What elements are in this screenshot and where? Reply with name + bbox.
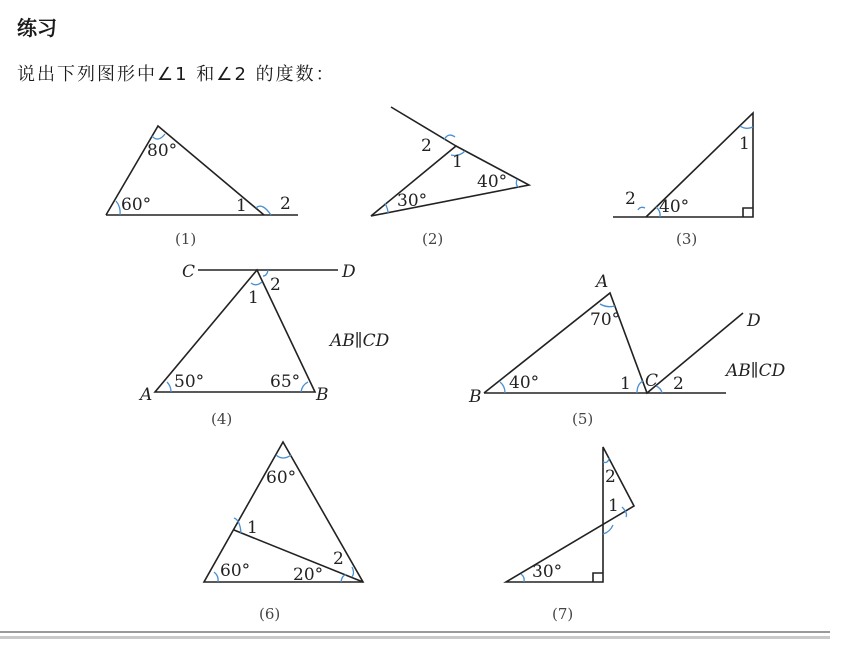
figure-1 — [106, 126, 298, 248]
fig5-label-b: 40° — [509, 373, 540, 393]
fig3-arc-2 — [638, 207, 645, 210]
fig6-arc-left — [214, 572, 218, 582]
fig5-point-b: B — [469, 387, 482, 407]
fig1-label-1: 1 — [236, 196, 247, 216]
fig1-label-top: 80° — [147, 141, 178, 161]
fig2-caption: (2) — [422, 230, 444, 248]
fig4-point-c: C — [182, 262, 196, 282]
fig4-arc-2 — [263, 270, 268, 276]
exercise-prompt: 说出下列图形中∠1 和∠2 的度数： — [17, 64, 336, 85]
fig5-arc-b — [500, 382, 505, 393]
fig7-right-angle — [593, 573, 603, 582]
fig6-arc-bottom — [341, 575, 346, 582]
fig7-arc-1 — [603, 525, 613, 534]
fig6-caption: (6) — [259, 605, 281, 623]
fig7-arc-30 — [521, 574, 524, 582]
fig2-label-2: 2 — [421, 136, 432, 156]
fig1-label-left: 60° — [121, 195, 152, 215]
fig7-arc-2 — [603, 458, 609, 463]
fig2-label-left: 30° — [397, 191, 428, 211]
figure-2 — [371, 107, 529, 248]
fig6-label-top: 60° — [266, 468, 297, 488]
fig1-arc-top — [152, 134, 165, 139]
fig6-label-bottom: 20° — [293, 565, 324, 585]
fig5-arc-a — [600, 304, 615, 307]
fig3-label-2: 2 — [625, 189, 636, 209]
fig4-label-1: 1 — [248, 288, 259, 308]
fig6-arc-2 — [352, 567, 354, 577]
fig4-caption: (4) — [211, 410, 233, 428]
fig5-label-a: 70° — [590, 310, 621, 330]
fig4-arc-a — [167, 382, 171, 392]
fig6-label-1: 1 — [247, 518, 258, 538]
fig4-label-2: 2 — [270, 275, 281, 295]
figure-7 — [506, 447, 634, 623]
fig5-point-d: D — [747, 311, 761, 331]
figure-5 — [468, 272, 786, 428]
figure-3 — [613, 113, 753, 248]
fig4-parallel-note: AB∥CD — [330, 331, 390, 351]
fig2-label-1: 1 — [452, 152, 463, 172]
page-divider — [0, 631, 830, 633]
fig5-point-c: C — [645, 371, 659, 391]
fig4-label-a: 50° — [174, 372, 205, 392]
figure-4 — [138, 262, 390, 428]
fig3-caption: (3) — [676, 230, 698, 248]
fig4-arc-b — [301, 382, 308, 392]
fig4-arc-1 — [251, 282, 262, 285]
page-divider-shadow — [0, 636, 830, 639]
fig6-arc-top — [276, 455, 291, 458]
fig7-caption: (7) — [552, 605, 574, 623]
figure-6 — [204, 442, 363, 623]
fig7-label-angle: 30° — [532, 562, 563, 582]
fig5-label-2: 2 — [673, 374, 684, 394]
fig7-label-2: 2 — [605, 467, 616, 487]
fig3-right-angle — [743, 208, 753, 217]
fig5-label-1: 1 — [620, 374, 631, 394]
fig4-point-a: A — [140, 385, 153, 405]
fig1-label-2: 2 — [280, 194, 291, 214]
fig5-arc-1 — [637, 381, 643, 393]
fig6-label-left: 60° — [220, 561, 251, 581]
fig1-caption: (1) — [175, 230, 197, 248]
fig4-point-b: B — [316, 385, 329, 405]
fig2-arc-left — [385, 203, 388, 213]
fig2-label-right: 40° — [477, 172, 508, 192]
fig5-point-a: A — [596, 272, 609, 292]
fig3-arc-1 — [740, 126, 753, 128]
fig6-label-2: 2 — [333, 549, 344, 569]
fig5-caption: (5) — [572, 410, 594, 428]
fig5-parallel-note: AB∥CD — [726, 361, 786, 381]
fig3-label-1: 1 — [739, 134, 750, 154]
fig4-label-b: 65° — [270, 372, 301, 392]
exercise-title: 练习 — [17, 16, 57, 40]
fig3-label-angle: 40° — [659, 197, 690, 217]
fig7-label-1: 1 — [608, 496, 619, 516]
fig4-point-d: D — [342, 262, 356, 282]
fig1-arc-left — [116, 201, 120, 215]
